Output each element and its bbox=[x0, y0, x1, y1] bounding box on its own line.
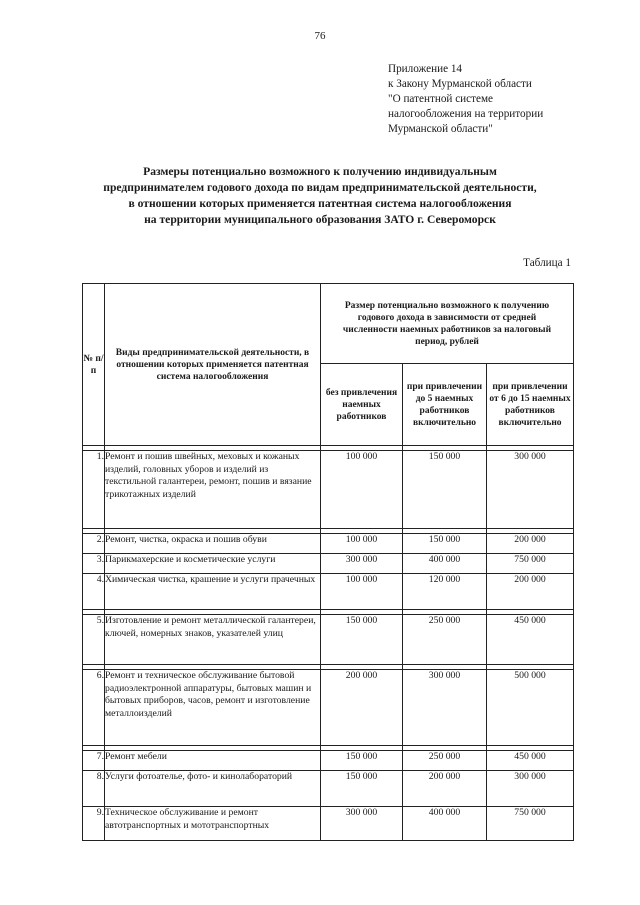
table-row bbox=[83, 574, 574, 610]
value-no-employees: 100 000 bbox=[321, 451, 403, 529]
activity-name: Ремонт и пошив швейных, меховых и кожаных изделий, головных уборов и изделий из текстильной галантереи, ремонт, пошив и вязание трикотажных изделий bbox=[105, 451, 321, 529]
value-no-employees: 100 000 bbox=[321, 574, 403, 610]
appendix-line: "О патентной системе bbox=[388, 93, 494, 105]
activity-name: Техническое обслуживание и ремонт автотранспортных и мототранспортных bbox=[105, 807, 321, 841]
activity-name: Ремонт и техническое обслуживание бытовой радиоэлектронной аппаратуры, бытовых машин и бытовых приборов, часов, ремонт и изготовление металлоизделий bbox=[105, 670, 321, 746]
title-line: предпринимателем годового дохода по видам предпринимательской деятельности, bbox=[103, 181, 537, 194]
header-6-to-15: при привлечении от 6 до 15 наемных работников включительно bbox=[487, 364, 574, 446]
activity-name: Ремонт, чистка, окраска и пошив обуви bbox=[105, 534, 321, 554]
value-no-employees: 150 000 bbox=[321, 751, 403, 771]
table-row bbox=[83, 451, 574, 529]
value-no-employees: 300 000 bbox=[321, 807, 403, 841]
header-no-employees: без привлечения наемных работников bbox=[321, 364, 403, 446]
appendix-line: Приложение 14 bbox=[388, 63, 463, 75]
row-number: 5. bbox=[83, 615, 105, 665]
value-up-to-5: 120 000 bbox=[403, 574, 487, 610]
value-6-to-15: 750 000 bbox=[487, 807, 574, 841]
value-up-to-5: 200 000 bbox=[403, 771, 487, 807]
header-income: Размер потенциально возможного к получению годового дохода в зависимости от средней численности наемных работников за налоговый период, рублей bbox=[321, 284, 574, 364]
value-6-to-15: 750 000 bbox=[487, 554, 574, 574]
title-line: Размеры потенциально возможного к получению индивидуальным bbox=[143, 165, 497, 178]
value-up-to-5: 150 000 bbox=[403, 534, 487, 554]
row-number: 9. bbox=[83, 807, 105, 841]
row-number: 1. bbox=[83, 451, 105, 529]
income-table bbox=[82, 283, 574, 841]
table-row bbox=[83, 554, 574, 574]
document-title bbox=[60, 164, 580, 228]
activity-name: Услуги фотоателье, фото- и кинолабораторий bbox=[105, 771, 321, 807]
title-line: в отношении которых применяется патентная система налогообложения bbox=[128, 197, 512, 210]
table-row bbox=[83, 670, 574, 746]
appendix-line: налогообложения на территории bbox=[388, 108, 544, 120]
value-6-to-15: 500 000 bbox=[487, 670, 574, 746]
value-6-to-15: 450 000 bbox=[487, 751, 574, 771]
page-number: 76 bbox=[314, 30, 326, 42]
appendix-reference bbox=[388, 62, 618, 137]
value-6-to-15: 200 000 bbox=[487, 574, 574, 610]
value-up-to-5: 150 000 bbox=[403, 451, 487, 529]
table-label: Таблица 1 bbox=[523, 257, 571, 269]
value-up-to-5: 250 000 bbox=[403, 751, 487, 771]
value-no-employees: 150 000 bbox=[321, 615, 403, 665]
value-up-to-5: 300 000 bbox=[403, 670, 487, 746]
row-number: 7. bbox=[83, 751, 105, 771]
row-number: 4. bbox=[83, 574, 105, 610]
header-activity: Виды предпринимательской деятельности, в отношении которых применяется патентная система налогообложения bbox=[105, 284, 321, 446]
table-row bbox=[83, 615, 574, 665]
title-line: на территории муниципального образования ЗАТО г. Североморск bbox=[144, 213, 496, 226]
activity-name: Химическая чистка, крашение и услуги прачечных bbox=[105, 574, 321, 610]
value-no-employees: 300 000 bbox=[321, 554, 403, 574]
value-6-to-15: 300 000 bbox=[487, 451, 574, 529]
table-row bbox=[83, 807, 574, 841]
header-up-to-5: при привлечении до 5 наемных работников включительно bbox=[403, 364, 487, 446]
table-row bbox=[83, 751, 574, 771]
table-row bbox=[83, 534, 574, 554]
value-6-to-15: 450 000 bbox=[487, 615, 574, 665]
row-number: 3. bbox=[83, 554, 105, 574]
table-row bbox=[83, 771, 574, 807]
appendix-line: Мурманской области" bbox=[388, 123, 493, 135]
row-number: 2. bbox=[83, 534, 105, 554]
row-number: 8. bbox=[83, 771, 105, 807]
value-up-to-5: 400 000 bbox=[403, 554, 487, 574]
value-6-to-15: 200 000 bbox=[487, 534, 574, 554]
value-no-employees: 150 000 bbox=[321, 771, 403, 807]
value-no-employees: 200 000 bbox=[321, 670, 403, 746]
row-number: 6. bbox=[83, 670, 105, 746]
appendix-line: к Закону Мурманской области bbox=[388, 78, 532, 90]
activity-name: Изготовление и ремонт металлической галантереи, ключей, номерных знаков, указателей улиц bbox=[105, 615, 321, 665]
value-no-employees: 100 000 bbox=[321, 534, 403, 554]
activity-name: Ремонт мебели bbox=[105, 751, 321, 771]
value-6-to-15: 300 000 bbox=[487, 771, 574, 807]
value-up-to-5: 400 000 bbox=[403, 807, 487, 841]
activity-name: Парикмахерские и косметические услуги bbox=[105, 554, 321, 574]
value-up-to-5: 250 000 bbox=[403, 615, 487, 665]
header-number: № п/п bbox=[83, 284, 105, 446]
